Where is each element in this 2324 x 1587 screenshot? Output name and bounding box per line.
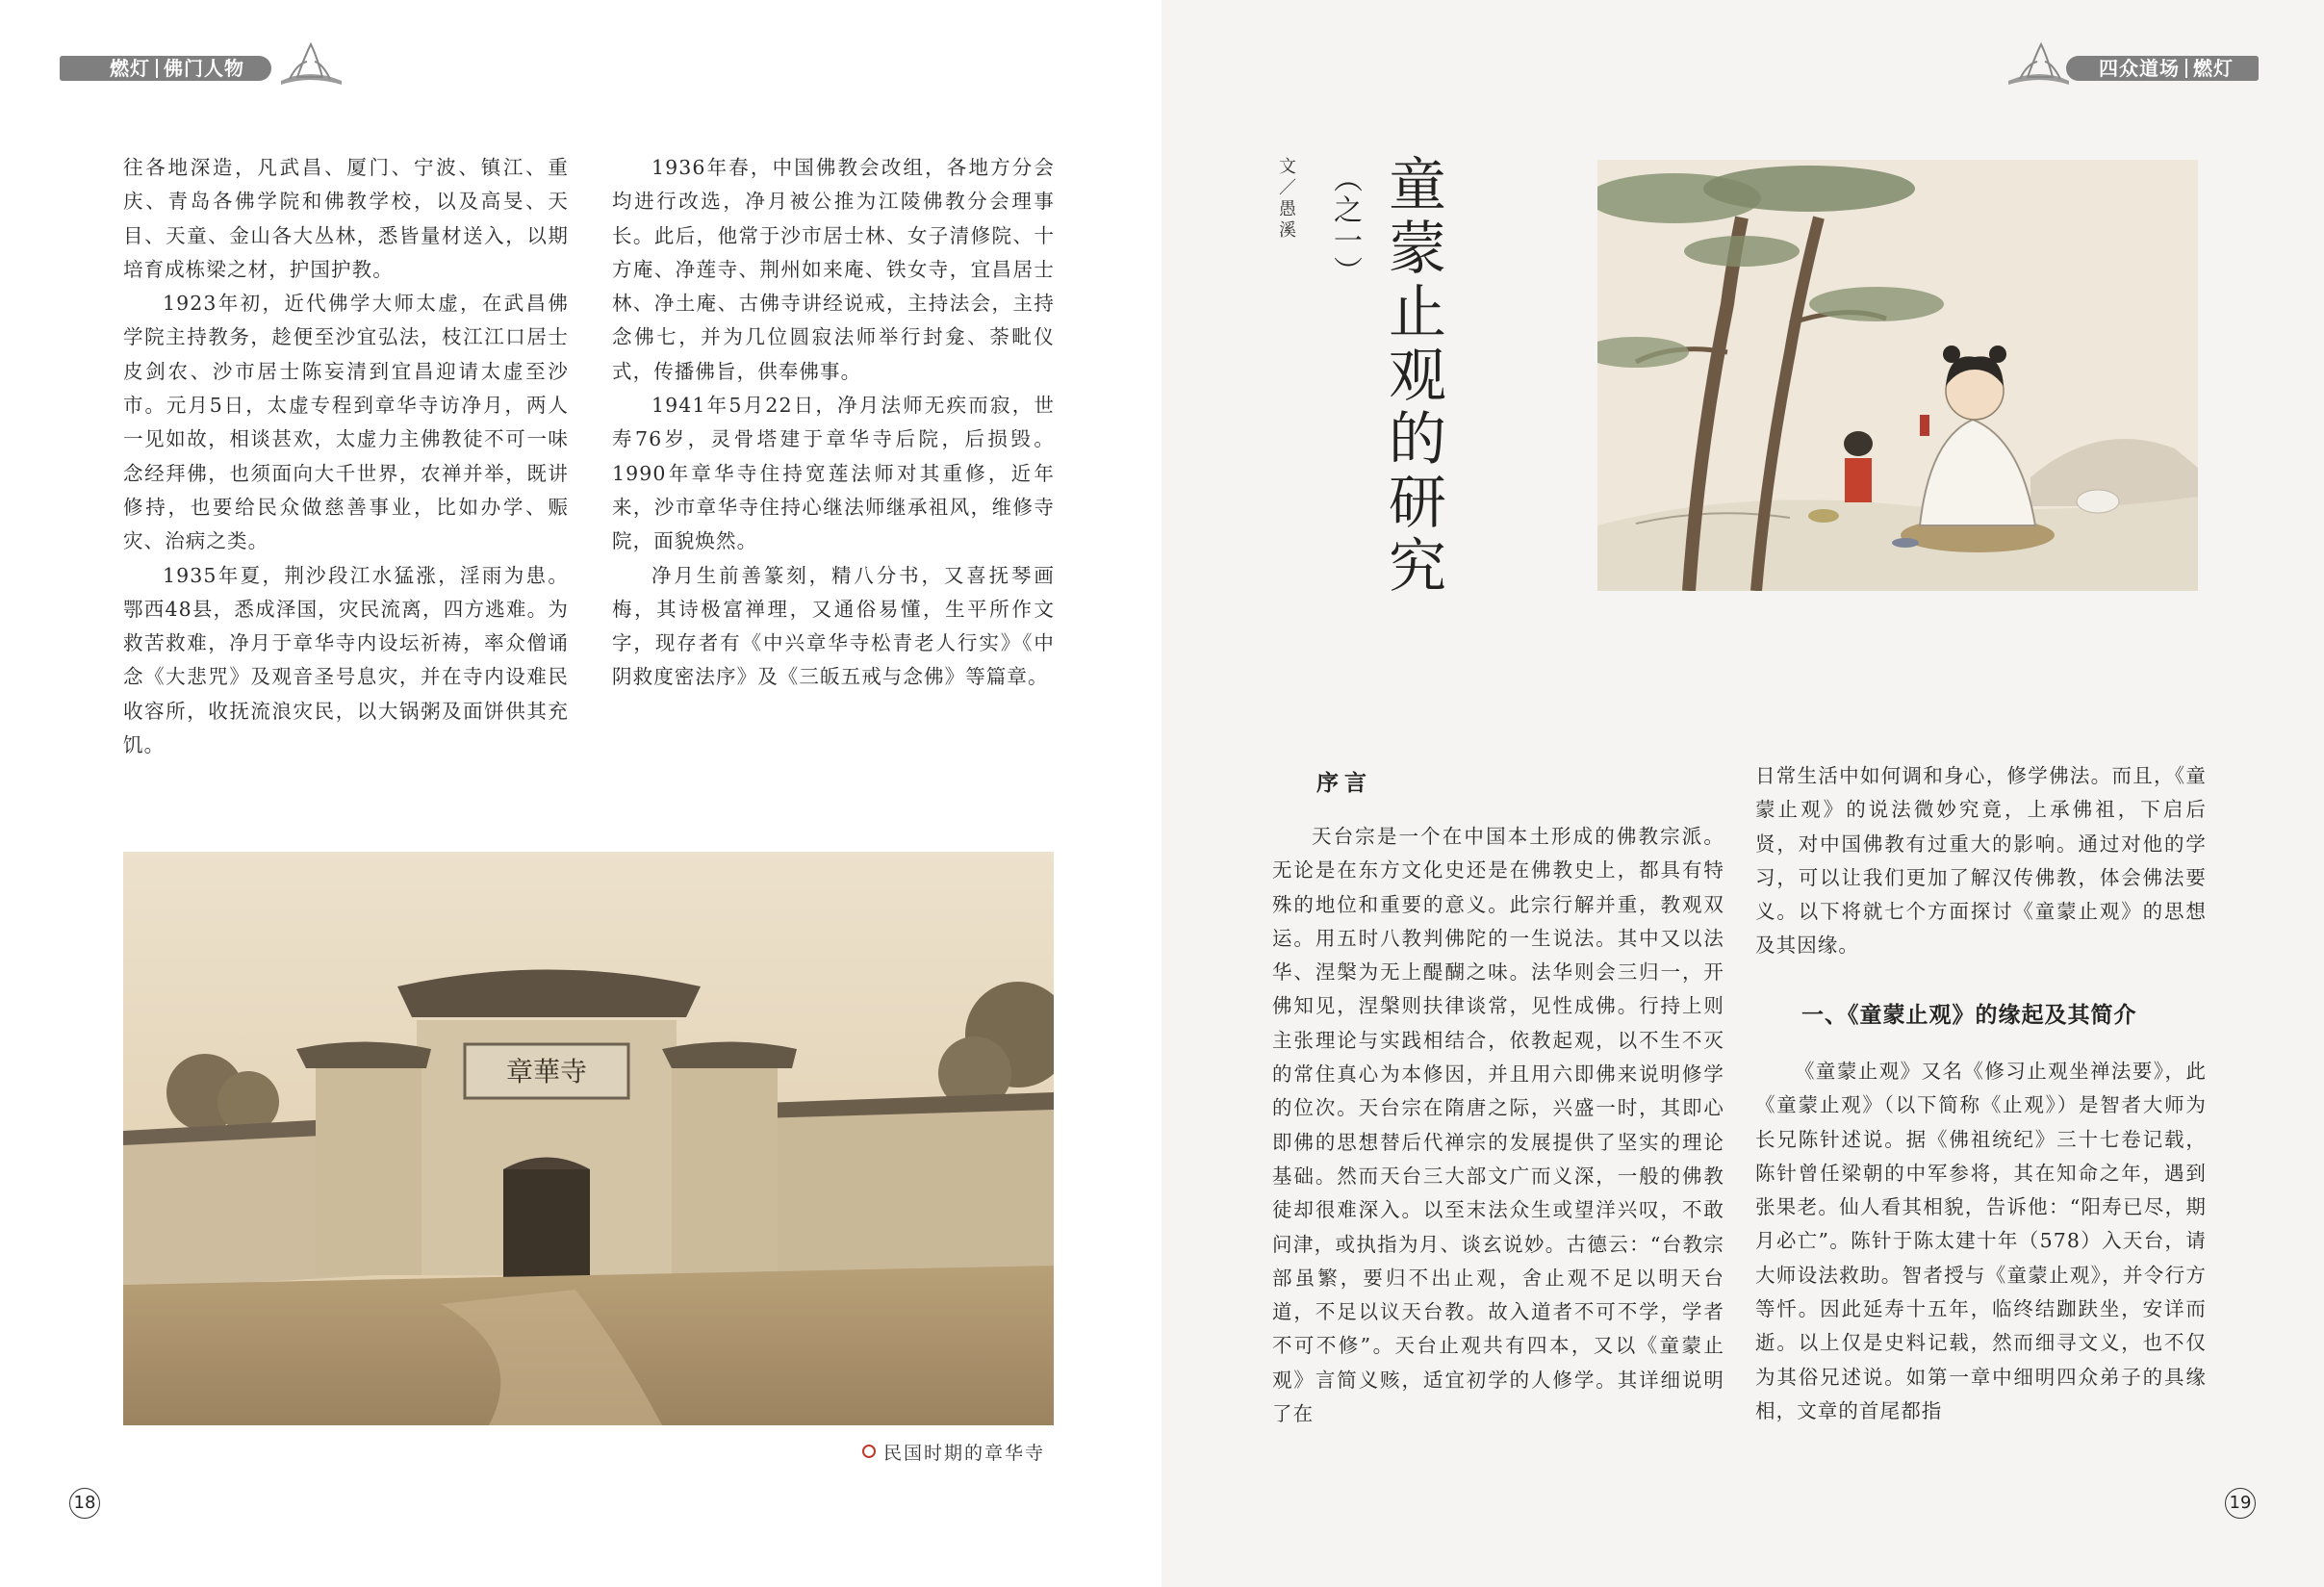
right-text-column-2-intro xyxy=(1755,759,2207,963)
header-section-name: 燃灯 xyxy=(110,57,150,80)
page-number: 18 xyxy=(69,1488,100,1519)
paragraph: 1935年夏，荆沙段江水猛涨，淫雨为患。鄂西48县，悉成泽国，灾民流离，四方逃难。为救苦救难，净月于章华寺内设坛祈祷，率众僧诵念《大悲咒》及观音圣号息灾，并在寺内设难民收容所，收抚流浪灾民，以大锅粥及面饼供其充饥。 xyxy=(123,563,569,757)
paragraph: 1923年初，近代佛学大师太虚，在武昌佛学院主持教务，趁便至沙宜弘法，枝江江口居士皮剑农、沙市居士陈妄清到宜昌迎请太虚至沙市。元月5日，太虚专程到章华寺访净月，两人一见如故，相谈甚欢，太虚力主佛教徒不可一味念经拜佛，也须面向大千世界，农禅并举，既讲修持，也要给民众做慈善事业，比如办学、赈灾、治病之类。 xyxy=(123,292,569,553)
lotus-emblem-icon xyxy=(276,38,344,89)
temple-photo xyxy=(123,852,1054,1425)
photo-caption: 民国时期的章华寺 xyxy=(862,1439,1045,1465)
paragraph: 天台宗是一个在中国本土形成的佛教宗派。无论是在东方文化史还是在佛教史上，都具有特殊的地位和重要的意义。此宗行解并重，教观双运。用五时八教判佛陀的一生说法。其中又以法华、涅槃为无上醍醐之味。法华则会三归一，开佛知见，涅槃则扶律谈常，见性成佛。行持上则主张理论与实践相结合，依教起观，以不生不灭的常住真心为本修因，并且用六即佛来说明修学的位次。天台宗在隋唐之际，兴盛一时，其即心即佛的思想替后代禅宗的发展提供了坚实的理论基础。然而天台三大部文广而义深，一般的佛教徒却很难深入。以至末法众生或望洋兴叹，不敢问津，或执指为月、谈玄说妙。古德云：“台教宗部虽繁，要归不出止观，舍止观不足以明天台道，不足以议天台教。故入道者不可不学，学者不可不修”。天台止观共有四本，又以《童蒙止观》言简义赅，适宜初学的人修学。其详细说明了在 xyxy=(1272,825,1724,1426)
paragraph: 1941年5月22日，净月法师无疾而寂，世寿76岁，灵骨塔建于章华寺后院，后损毁。1990年章华寺住持宽莲法师对其重修，近年来，沙市章华寺住持心继法师继承祖风，维修寺院，面貌焕然。 xyxy=(612,394,1055,553)
paragraph: 1936年春，中国佛教会改组，各地方分会均进行改选，净月被公推为江陵佛教分会理事长。此后，他常于沙市居士林、女子清修院、十方庵、净莲寺、荆州如来庵、铁女寺，宜昌居士林、净土庵、古佛寺讲经说戒，主持法会，主持念佛七，并为几位圆寂法师举行封龛、荼毗仪式，传播佛旨，供奉佛事。 xyxy=(612,156,1055,383)
temple-plaque-text: 章華寺 xyxy=(505,1056,588,1088)
article-subtitle: （之一） xyxy=(1328,164,1362,287)
left-header-banner xyxy=(60,46,348,90)
left-text-column-2 xyxy=(612,151,1055,695)
paragraph: 往各地深造，凡武昌、厦门、宁波、镇江、重庆、青岛各佛学院和佛教学校，以及高旻、天目、天童、金山各大丛林，悉皆量材送入，以期培育成栋梁之材，护国护教。 xyxy=(123,156,569,281)
right-page xyxy=(1162,0,2324,1587)
section-heading-origin: 一、《童蒙止观》的缘起及其简介 xyxy=(1801,1002,2137,1028)
paragraph: 《童蒙止观》又名《修习止观坐禅法要》，此《童蒙止观》（以下简称《止观》）是智者大师为长兄陈针述说。据《佛祖统纪》三十七卷记载，陈针曾任梁朝的中军参将，其在知命之年，遇到张果老。仙人看其相貌，告诉他：“阳寿已尽，期月必亡”。陈针于陈太建十年（578）入天台，请大师设法救助。智者授与《童蒙止观》，并令行方等忏。因此延寿十五年，临终结跏趺坐，安详而逝。以上仅是史料记载，然而细寻文义，也不仅为其俗兄述说。如第一章中细明四众弟子的具缘相，文章的首尾都指 xyxy=(1755,1060,2207,1422)
article-author: 文／愚溪 xyxy=(1276,157,1296,242)
paragraph: 净月生前善篆刻，精八分书，又喜抚琴画梅，其诗极富禅理，又通俗易懂，生平所作文字，现存者有《中兴章华寺松青老人行实》《中阴救度密法序》及《三皈五戒与念佛》等篇章。 xyxy=(612,563,1055,689)
lotus-emblem-icon xyxy=(2006,38,2074,89)
left-text-column-1 xyxy=(123,151,569,762)
section-heading-preface: 序言 xyxy=(1316,770,1372,796)
right-header-banner xyxy=(2006,46,2276,90)
page-number: 19 xyxy=(2225,1488,2256,1519)
right-text-column-2 xyxy=(1755,1055,2207,1428)
article-title: 童蒙止观的研究 xyxy=(1379,154,1446,599)
header-column-name: 四众道场 xyxy=(2099,57,2180,80)
caption-bullet-icon xyxy=(862,1445,876,1458)
ink-painting-illustration xyxy=(1597,160,2198,591)
right-text-column-1 xyxy=(1272,820,1724,1431)
header-column-name: 佛门人物 xyxy=(164,57,244,80)
header-section-name: 燃灯 xyxy=(2193,57,2234,80)
paragraph: 日常生活中如何调和身心，修学佛法。而且，《童蒙止观》的说法微妙究竟，上承佛祖，下启后贤，对中国佛教有过重大的影响。通过对他的学习，可以让我们更加了解汉传佛教，体会佛法要义。以下将就七个方面探讨《童蒙止观》的思想及其因缘。 xyxy=(1755,764,2207,958)
